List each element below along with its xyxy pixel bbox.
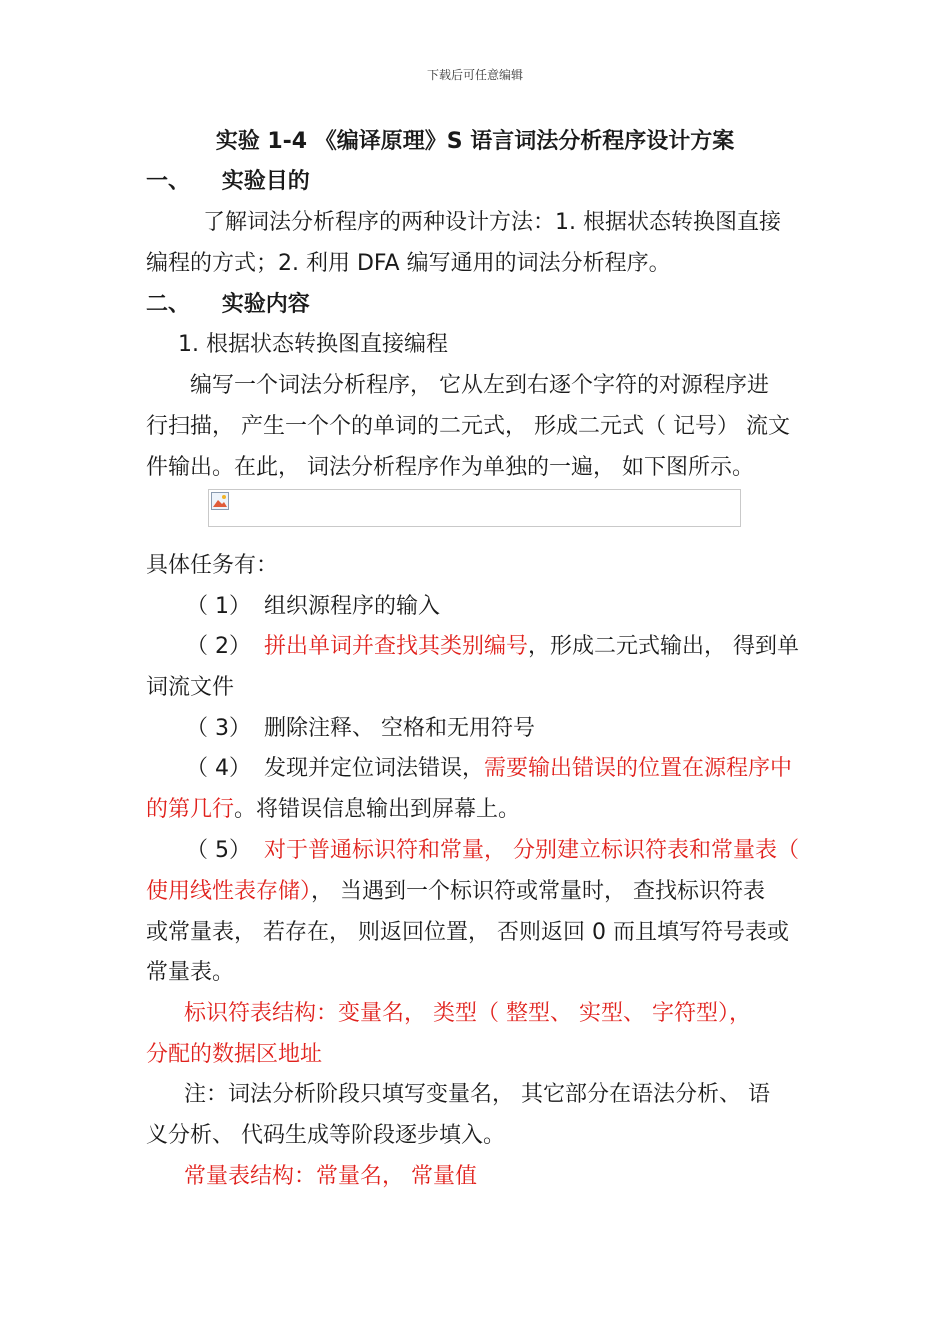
task-5 <box>186 833 799 864</box>
task-number: （ 5） <box>186 838 251 863</box>
task-text: 组织源程序的输入 <box>264 594 441 619</box>
task-3 <box>186 711 535 742</box>
section-number: 一、 <box>146 169 191 194</box>
description-line-3: 件输出。在此， 词法分析程序作为单独的一遍， 如下图所示。 <box>146 455 754 480</box>
task-highlight: 的第几行 <box>146 797 235 822</box>
task-number: （ 3） <box>186 716 251 741</box>
identifier-table-structure-line-1: 标识符表结构：变量名， 类型（ 整型、 实型、 字符型）， <box>184 1001 751 1026</box>
note-line-1: 注：词法分析阶段只填写变量名， 其它部分在语法分析、 语 <box>184 1082 770 1107</box>
document-title: 实验 1-4 《编译原理》S 语言词法分析程序设计方案 <box>215 129 735 154</box>
task-highlight: 拼出单词并查找其类别编号 <box>264 634 529 659</box>
task-2-line-2: 词流文件 <box>146 675 235 700</box>
constant-table-structure: 常量表结构：常量名， 常量值 <box>184 1164 477 1189</box>
task-5-line-4: 常量表。 <box>146 960 235 985</box>
task-highlight: 使用线性表存储） <box>146 879 312 904</box>
task-2 <box>186 629 799 660</box>
task-text: 。将错误信息输出到屏幕上。 <box>234 797 521 822</box>
task-1 <box>186 589 440 620</box>
description-line-1: 编写一个词法分析程序， 它从左到右逐个字符的对源程序进 <box>190 373 769 398</box>
section-number: 二、 <box>146 292 191 317</box>
task-5-line-3: 或常量表， 若存在， 则返回位置， 否则返回 0 而且填写符号表或 <box>146 920 789 945</box>
description-line-2: 行扫描， 产生一个个的单词的二元式， 形成二元式（ 记号） 流文 <box>146 414 790 439</box>
page-header: 下载后可任意编辑 <box>426 68 523 82</box>
task-4 <box>186 751 792 782</box>
identifier-table-structure-line-2: 分配的数据区地址 <box>146 1042 323 1067</box>
subsection-heading: 1. 根据状态转换图直接编程 <box>178 332 448 357</box>
purpose-line-2: 编程的方式；2. 利用 DFA 编写通用的词法分析程序。 <box>146 251 671 276</box>
task-text: 发现并定位词法错误， <box>264 756 485 781</box>
task-text: 删除注释、 空格和无用符号 <box>264 716 535 741</box>
section-heading-content <box>146 287 310 318</box>
task-number: （ 2） <box>186 634 251 659</box>
task-text: ，形成二元式输出， 得到单 <box>528 634 800 659</box>
diagram-placeholder <box>208 489 741 527</box>
broken-image-icon <box>211 492 229 510</box>
task-4-line-2 <box>146 792 520 823</box>
task-5-line-2 <box>146 874 765 905</box>
section-label: 实验内容 <box>221 292 310 317</box>
tasks-heading: 具体任务有： <box>146 553 279 578</box>
task-text: ， 当遇到一个标识符或常量时， 查找标识符表 <box>311 879 766 904</box>
section-heading-purpose <box>146 164 310 195</box>
purpose-line-1: 了解词法分析程序的两种设计方法：1. 根据状态转换图直接 <box>203 210 781 235</box>
section-label: 实验目的 <box>221 169 310 194</box>
note-line-2: 义分析、 代码生成等阶段逐步填入。 <box>146 1123 505 1148</box>
task-number: （ 4） <box>186 756 251 781</box>
task-highlight: 需要输出错误的位置在源程序中 <box>484 756 793 781</box>
task-highlight: 对于普通标识符和常量， 分别建立标识符表和常量表（ <box>264 838 799 863</box>
task-number: （ 1） <box>186 594 251 619</box>
